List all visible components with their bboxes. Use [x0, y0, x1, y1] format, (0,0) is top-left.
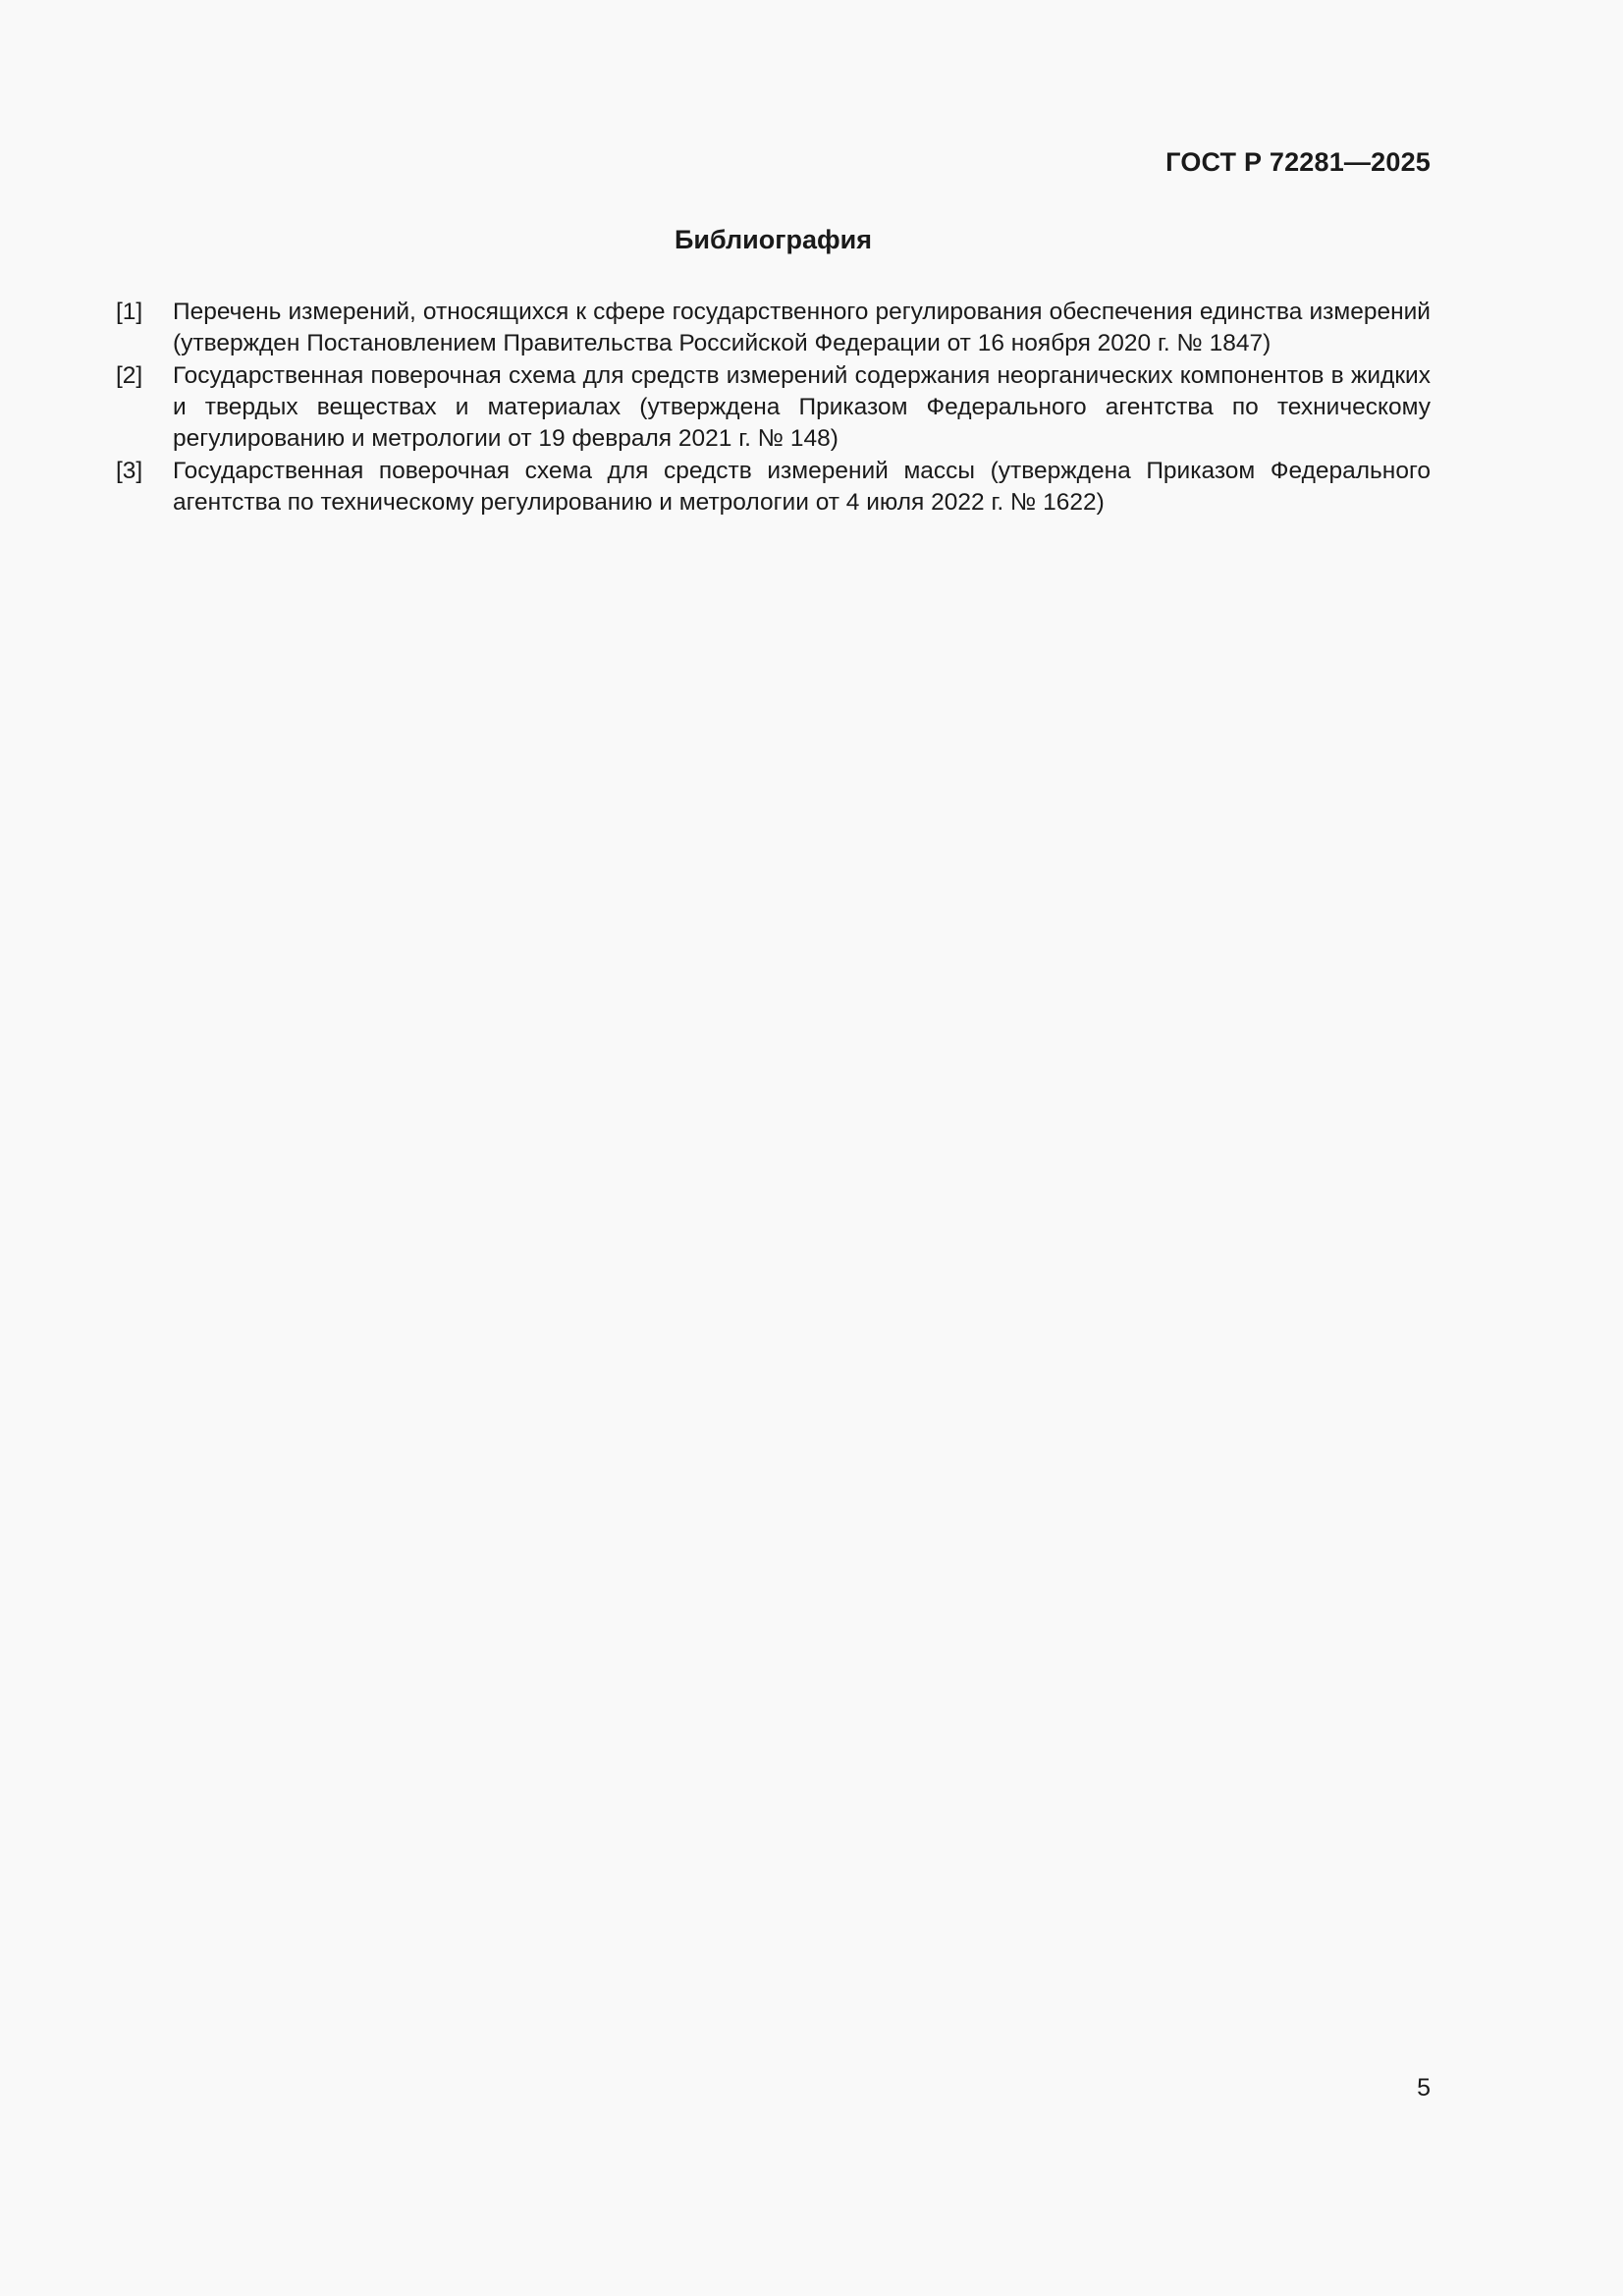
- bibliography-item-number: [1]: [116, 299, 143, 325]
- bibliography-item: [116, 456, 1431, 519]
- bibliography-item: [116, 360, 1431, 455]
- bibliography-item-text: Перечень измерений, относящихся к сфере государственного регулирования обеспечения единства измерений (утвержден Постановлением Правительства Российской Федерации от 16 ноября 2020 г. № 1847): [173, 299, 1431, 356]
- bibliography-item: [116, 297, 1431, 359]
- section-title: Библиография: [675, 225, 872, 254]
- bibliography-item-text: Государственная поверочная схема для средств измерений массы (утверждена Приказом Федерального агентства по техническому регулированию и метрологии от 4 июля 2022 г. № 1622): [173, 458, 1431, 516]
- bibliography-list: [116, 297, 1431, 519]
- bibliography-item-number: [3]: [116, 458, 143, 484]
- bibliography-item-number: [2]: [116, 362, 143, 389]
- document-code: ГОСТ Р 72281—2025: [1165, 147, 1431, 177]
- bibliography-item-text: Государственная поверочная схема для средств измерений содержания неорганических компонентов в жидких и твердых веществах и материалах (утверждена Приказом Федерального агентства по техническому регулированию и метрологии от 19 февраля 2021 г. № 148): [173, 362, 1431, 452]
- page-number: 5: [1417, 2074, 1431, 2102]
